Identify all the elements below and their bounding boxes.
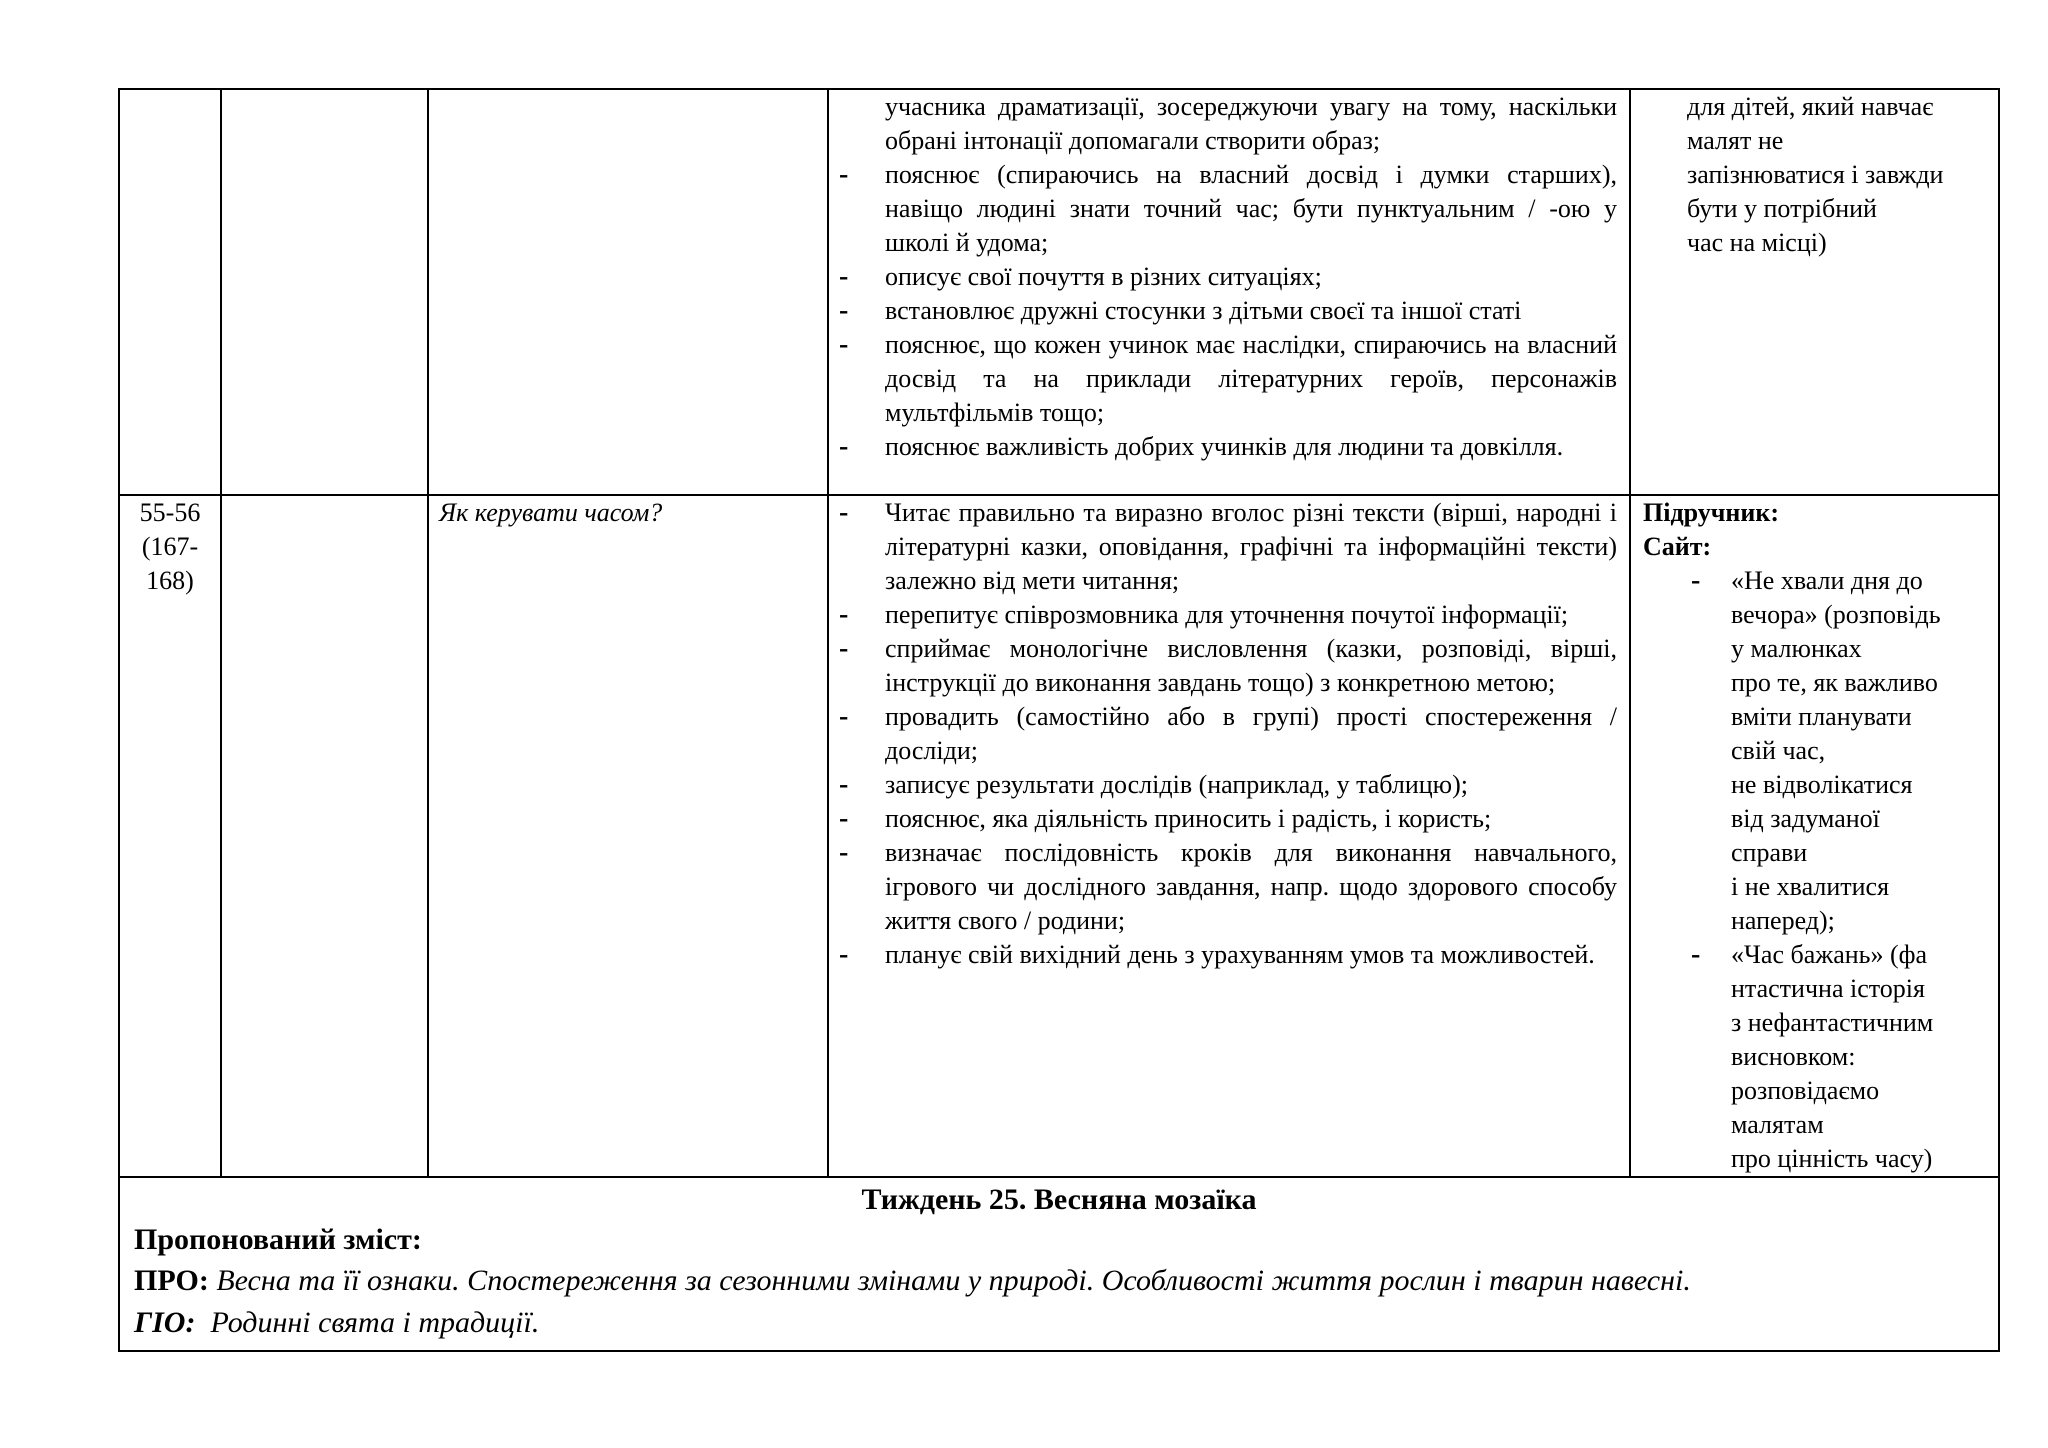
resources-list bbox=[1643, 564, 1990, 1176]
lesson-number bbox=[120, 496, 220, 598]
resource-item bbox=[1643, 938, 1990, 1176]
topic-cell bbox=[428, 495, 828, 1177]
week-cell bbox=[119, 1177, 1999, 1351]
resource-line: наперед); bbox=[1731, 906, 1835, 935]
resources-cell-previous bbox=[1630, 89, 1999, 495]
outcome-item: - описує свої почуття в різних ситуаціях; bbox=[839, 260, 1617, 294]
outcome-item: - провадить (самостійно або в групі) прості спостереження / досліди; bbox=[839, 700, 1617, 768]
resource-line: вечора» (розповідь bbox=[1731, 600, 1941, 629]
proposed-content-label: Пропонований зміст: bbox=[134, 1223, 422, 1256]
textbook-label: Підручник: bbox=[1643, 498, 1779, 527]
week-row bbox=[119, 1177, 1999, 1351]
outcome-item: - встановлює дружні стосунки з дітьми своєї та іншої статі bbox=[839, 294, 1617, 328]
resource-item bbox=[1643, 564, 1990, 938]
resource-line: про те, як важливо bbox=[1731, 668, 1938, 697]
lesson-plan-table bbox=[118, 88, 2000, 1352]
outcome-item: - записує результати дослідів (наприклад, у таблицю); bbox=[839, 768, 1617, 802]
lesson-number-cell bbox=[119, 495, 221, 1177]
resource-line: бути у потрібний bbox=[1687, 194, 1877, 223]
resource-line: про цінність часу) bbox=[1731, 1144, 1933, 1173]
pro-label: ПРО: bbox=[134, 1264, 209, 1297]
resource-line: нтастична історія bbox=[1731, 974, 1925, 1003]
outcomes-cell-previous bbox=[828, 89, 1630, 495]
resource-line: малятам bbox=[1731, 1110, 1824, 1139]
topic-cell-empty bbox=[428, 89, 828, 495]
gio-text: Родинні свята і традиції. bbox=[210, 1306, 540, 1339]
lesson-number-line: 55-56 bbox=[139, 498, 201, 527]
resource-line: час на місці) bbox=[1687, 228, 1827, 257]
table-row-lesson-55-56 bbox=[119, 495, 1999, 1177]
outcomes-list bbox=[829, 496, 1629, 972]
pro-line bbox=[134, 1260, 1984, 1302]
resource-line: для дітей, який навчає bbox=[1687, 92, 1934, 121]
lesson-number-line: (167- bbox=[141, 532, 199, 561]
lesson-topic: Як керувати часом? bbox=[439, 498, 663, 527]
resource-line: у малюнках bbox=[1731, 634, 1862, 663]
resource-line: розповідаємо bbox=[1731, 1076, 1880, 1105]
outcome-item: - пояснює, яка діяльність приносить і радість, і користь; bbox=[839, 802, 1617, 836]
outcomes-cell bbox=[828, 495, 1630, 1177]
lesson-number-cell-empty bbox=[119, 89, 221, 495]
resource-line: від задуманої bbox=[1731, 804, 1880, 833]
resources-text-previous bbox=[1631, 90, 1998, 260]
pro-text: Весна та її ознаки. Спостереження за сезонними змінами у природі. Особливості життя рослин і тварин навесні. bbox=[216, 1264, 1691, 1297]
gio-label: ГІО: bbox=[134, 1306, 196, 1339]
resource-line: і не хвалитися bbox=[1731, 872, 1890, 901]
resource-line: - «Час бажань» (фа bbox=[1731, 940, 1928, 969]
resource-line: не відволікатися bbox=[1731, 770, 1913, 799]
outcome-item: - Читає правильно та виразно вголос різні тексти (вірші, народні і літературні казки, оповідання, графічні та інформаційні тексти) залежно від мети читання; bbox=[839, 496, 1617, 598]
resource-line: справи bbox=[1731, 838, 1808, 867]
resources-block bbox=[1631, 496, 1998, 1176]
hours-cell-empty bbox=[221, 89, 428, 495]
resource-line: - «Не хвали дня до bbox=[1731, 566, 1923, 595]
resource-line: запізнюватися і завжди bbox=[1687, 160, 1944, 189]
resource-line: вміти планувати bbox=[1731, 702, 1912, 731]
outcome-item: учасника драматизації, зосереджуючи увагу на тому, наскільки обрані інтонації допомагали створити образ; bbox=[885, 92, 1617, 155]
outcome-item: - пояснює, що кожен учинок має наслідки, спираючись на власний досвід та на приклади літературних героїв, персонажів мультфільмів тощо; bbox=[839, 328, 1617, 430]
outcome-item: - планує свій вихідний день з урахуванням умов та можливостей. bbox=[839, 938, 1617, 972]
resource-line: висновком: bbox=[1731, 1042, 1856, 1071]
resource-line: малят не bbox=[1687, 126, 1784, 155]
outcome-item: - визначає послідовність кроків для виконання навчального, ігрового чи дослідного завдання, напр. щодо здорового способу життя свого / родини; bbox=[839, 836, 1617, 938]
resource-line: свій час, bbox=[1731, 736, 1826, 765]
outcome-item: - сприймає монологічне висловлення (казки, розповіді, вірші, інструкції до виконання завдань тощо) з конкретною метою; bbox=[839, 632, 1617, 700]
site-label: Сайт: bbox=[1643, 532, 1712, 561]
week-title: Тиждень 25. Весняна мозаїка bbox=[861, 1183, 1257, 1216]
table-row-previous bbox=[119, 89, 1999, 495]
outcome-item: - пояснює (спираючись на власний досвід і думки старших), навіщо людині знати точний час; бути пунктуальним / -ою у школі й удома; bbox=[839, 158, 1617, 260]
resources-cell bbox=[1630, 495, 1999, 1177]
gio-line bbox=[134, 1302, 1984, 1344]
outcome-item: - пояснює важливість добрих учинків для людини та довкілля. bbox=[839, 430, 1617, 464]
lesson-number-line: 168) bbox=[146, 566, 194, 595]
outcome-item: - перепитує співрозмовника для уточнення почутої інформації; bbox=[839, 598, 1617, 632]
hours-cell bbox=[221, 495, 428, 1177]
resource-line: з нефантастичним bbox=[1731, 1008, 1934, 1037]
outcomes-list-previous bbox=[829, 90, 1629, 464]
